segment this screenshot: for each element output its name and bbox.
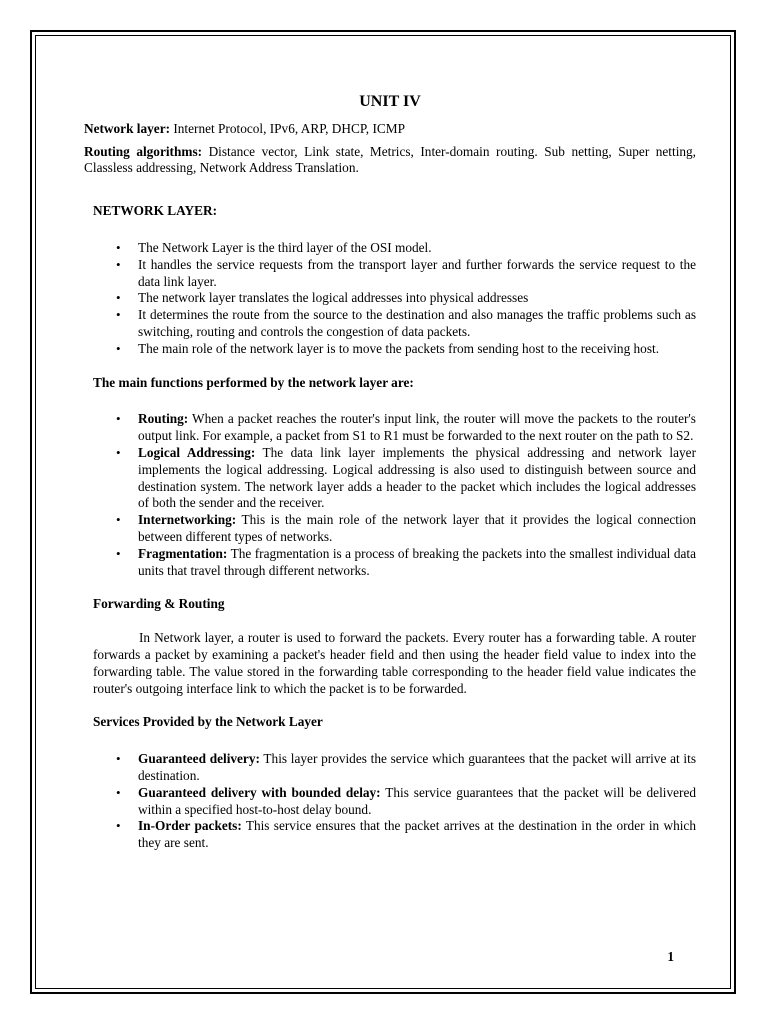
list-item: • The network layer translates the logical addresses into physical addresses	[138, 290, 696, 307]
service-text: This service guarantees that the packet will be delivered within a specified host-to-host delay bound.	[138, 784, 697, 817]
forwarding-paragraph: In Network layer, a router is used to forward the packets. Every router has a forwarding table. A router forwards a packet by examining a packet's header field and then using the header field value to index into the forwarding table. The value stored in the forwarding table corresponding to the header field value indicates the router's outgoing interface link to which the packet is to be forwarded.	[93, 630, 696, 696]
intro-network-text: Internet Protocol, IPv6, ARP, DHCP, ICMP	[170, 120, 405, 136]
unit-title: UNIT IV	[359, 93, 421, 110]
list-item	[138, 785, 696, 819]
functions-heading: The main functions performed by the network layer are:	[93, 374, 414, 390]
list-item: • It determines the route from the source to the destination and also manages the traffic problems such as switching, routing and controls the congestion of data packets.	[138, 307, 696, 341]
list-item	[138, 751, 696, 785]
list-item: • It handles the service requests from the transport layer and further forwards the service request to the data link layer.	[138, 257, 696, 291]
intro-network-layer	[84, 121, 696, 138]
function-text: This is the main role of the network layer that it provides the logical connection between different types of networks.	[138, 512, 696, 544]
intro-routing-text: Distance vector, Link state, Metrics, Inter-domain routing. Sub netting, Super netting, Classless addressing, Network Address Translation.	[84, 143, 697, 176]
function-text: The fragmentation is a process of breaking the packets into the smallest individual data units that travel through different networks.	[138, 545, 696, 578]
service-text: This service ensures that the packet arrives at the destination in the order in which they are sent.	[138, 818, 696, 851]
list-item: • The main role of the network layer is to move the packets from sending host to the receiving host.	[138, 341, 696, 358]
function-term: Fragmentation:	[138, 545, 228, 561]
intro-routing-label: Routing algorithms:	[84, 143, 203, 159]
list-item	[138, 411, 696, 445]
list-item: • The Network Layer is the third layer of the OSI model.	[138, 240, 696, 257]
forwarding-heading: Forwarding & Routing	[93, 596, 225, 612]
function-term: Internetworking:	[138, 512, 237, 528]
page-number: 1	[667, 949, 674, 964]
functions-list	[84, 411, 696, 579]
list-item	[138, 818, 696, 852]
intro-network-label: Network layer:	[84, 120, 171, 136]
function-term: Logical Addressing:	[138, 444, 256, 460]
list-item	[138, 445, 696, 512]
function-term: Routing:	[138, 411, 189, 427]
network-layer-list	[84, 240, 696, 358]
service-term: Guaranteed delivery:	[138, 751, 260, 767]
list-item	[138, 546, 696, 580]
list-item	[138, 512, 696, 546]
document-body	[84, 94, 696, 852]
services-heading: Services Provided by the Network Layer	[93, 714, 323, 730]
network-layer-heading: NETWORK LAYER:	[93, 203, 218, 219]
function-text: The data link layer implements the physical addressing and network layer implements the logical addressing. Logical addressing is also used to distinguish between source and destination system. The network layer adds a header to the packet which includes the logical addresses of both the sender and the receiver.	[138, 444, 697, 511]
service-term: In-Order packets:	[138, 818, 242, 834]
function-text: When a packet reaches the router's input link, the router will move the packets to the router's output link. For example, a packet from S1 to R1 must be forwarded to the next router on the path to S2.	[138, 411, 696, 444]
service-text: This layer provides the service which guarantees that the packet will arrive at its destination.	[138, 751, 696, 783]
services-list	[84, 751, 696, 852]
service-term: Guaranteed delivery with bounded delay:	[138, 784, 381, 800]
intro-routing-algorithms	[84, 144, 696, 178]
